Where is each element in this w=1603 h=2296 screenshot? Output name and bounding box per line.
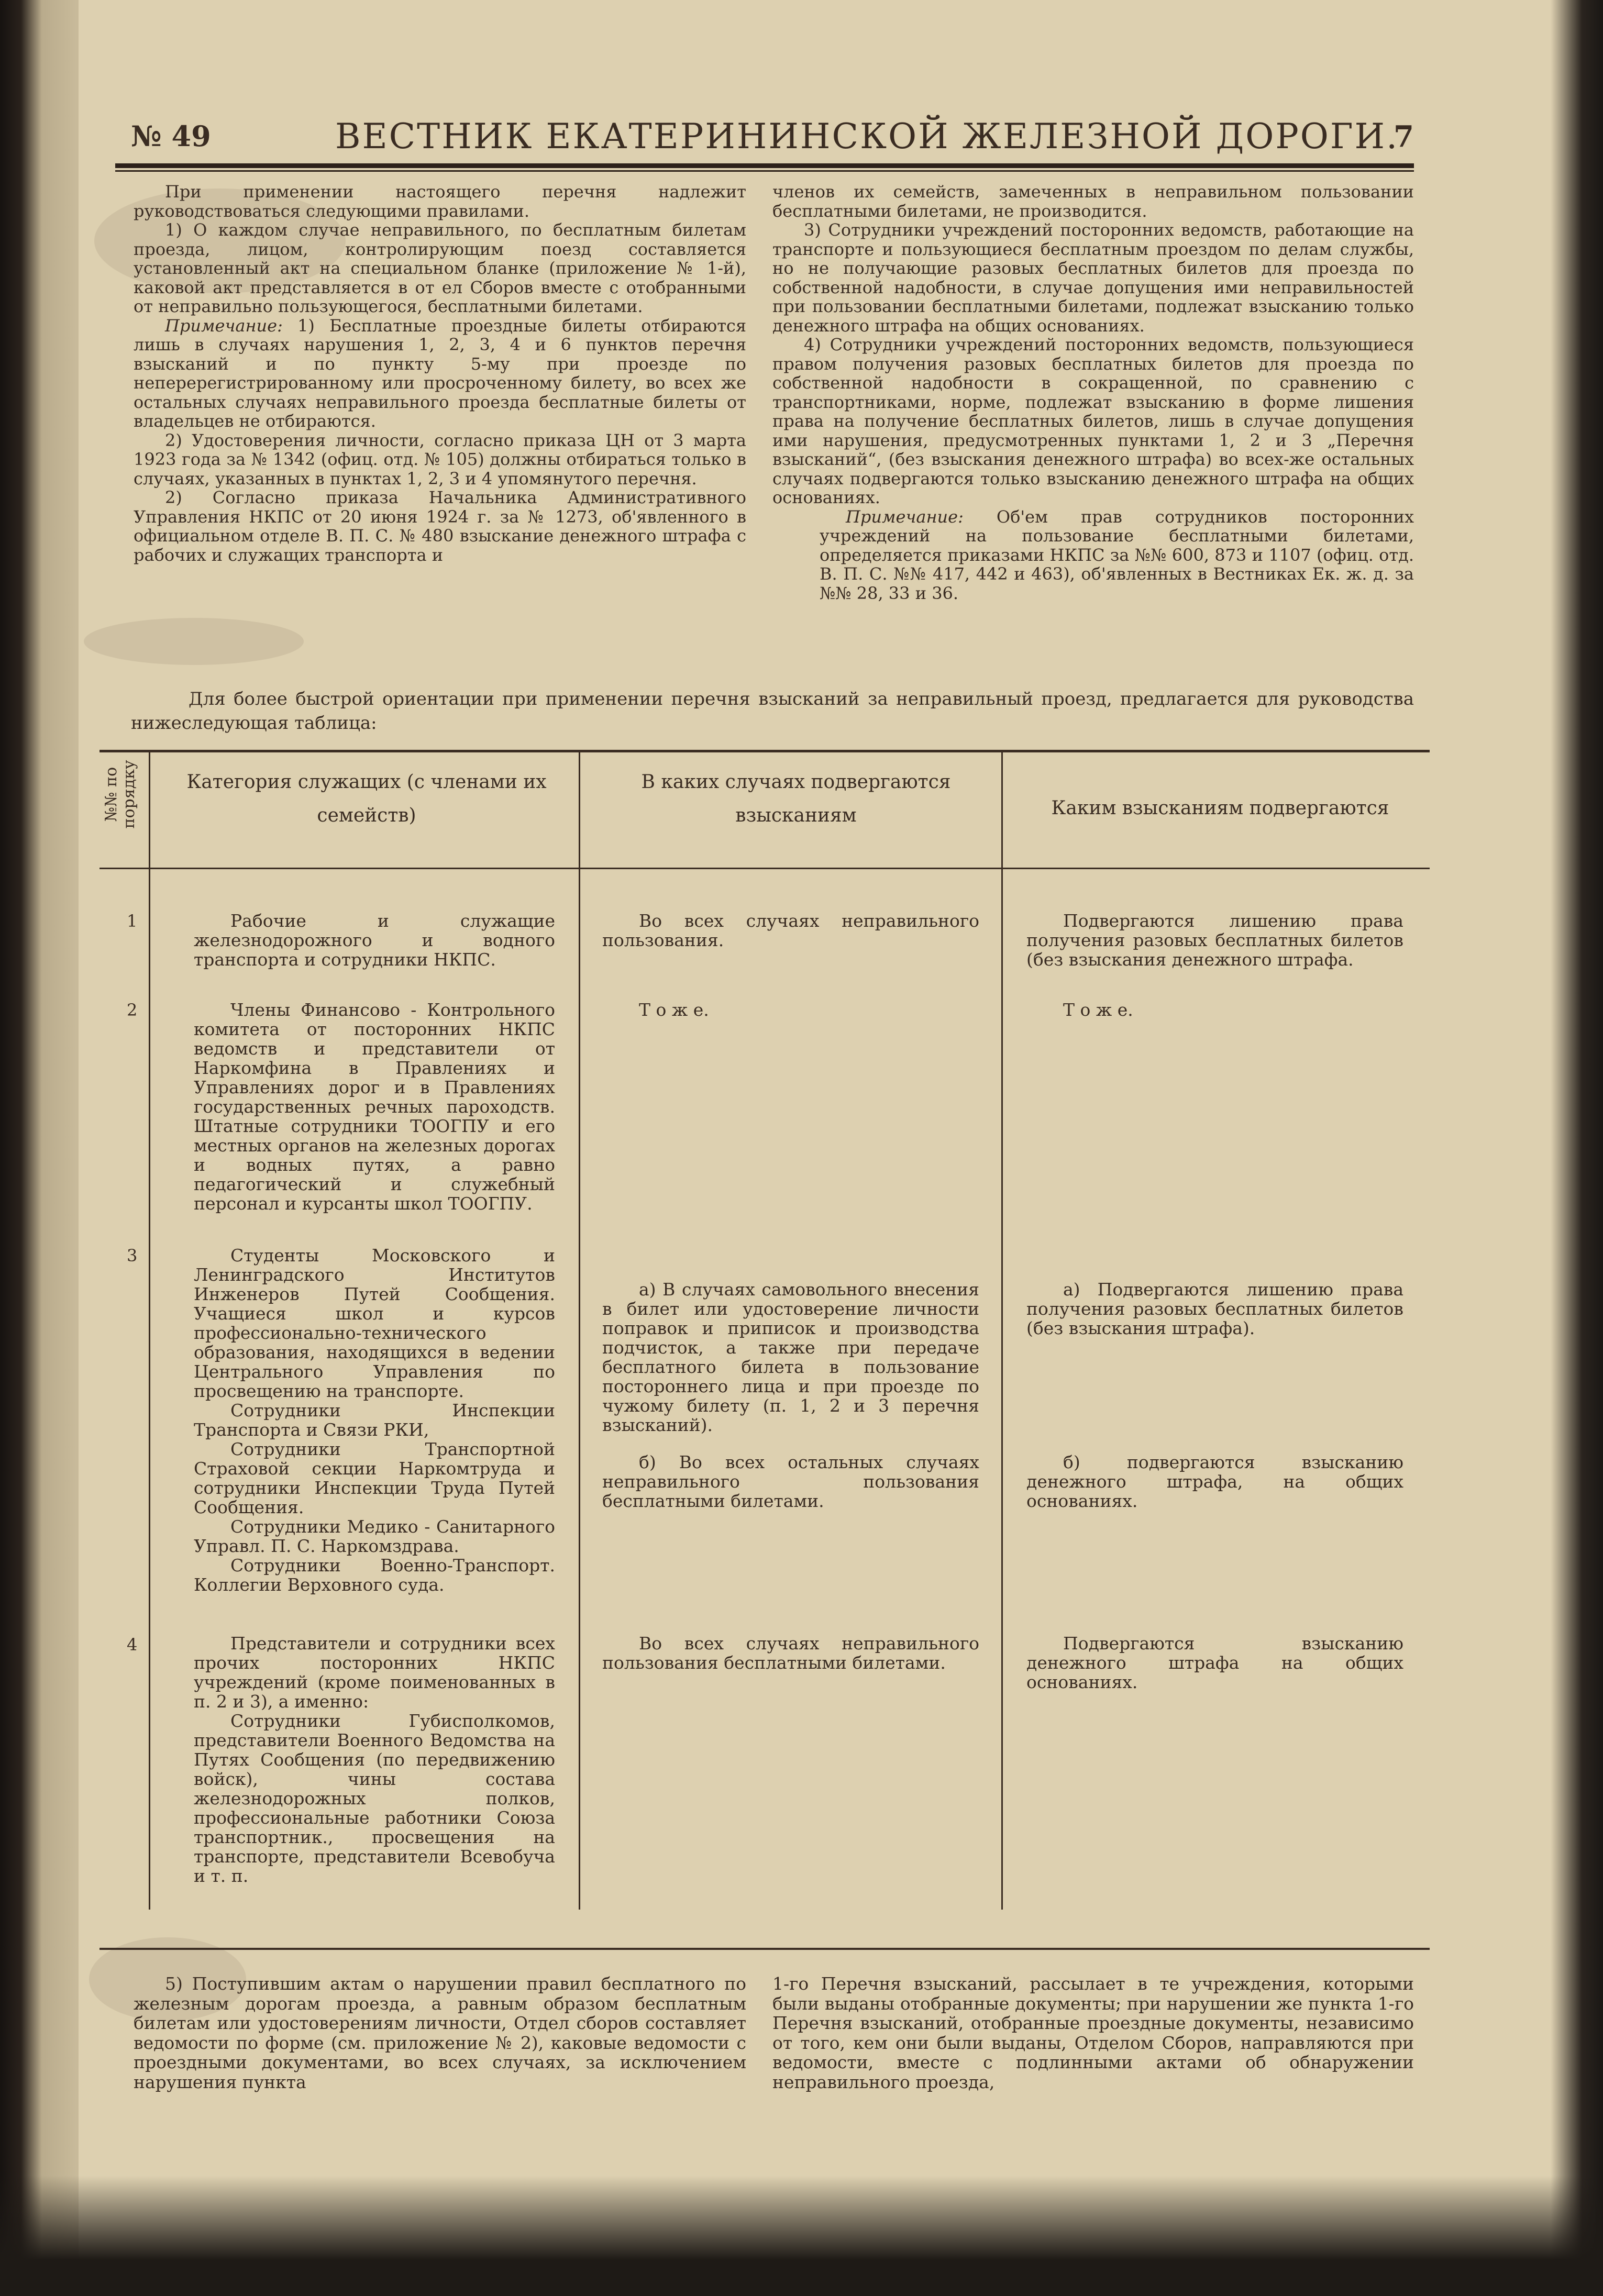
header-cases: В каких случаях подвергаются взысканиям [641, 771, 951, 826]
rule-3-paragraph: 3) Сотрудники учреждений посторонних ведомств, работающие на транспорте и пользующиеся бесплатным проездом по делам службы, но не получающие разовых бесплатных билетов для проезда по собственной надобности, в случае допущения ими неправильностей при пользовании бесплатными билетами, подлежат взысканию только денежного штрафа на общих основаниях. [772, 220, 1414, 336]
header-penalty: Каким взысканиям подвергаются [1051, 797, 1389, 819]
category-paragraph: Представители и сотрудники всех прочих посторонних НКПС учреждений (кроме поименованных в п. 2 и 3), а именно: [194, 1633, 555, 1712]
row-2-number: 2 [127, 1000, 138, 1020]
row-3-penalty-a: а) Подвергаются лишению права получения разовых бесплатных билетов (без взыскания штрафа). [1026, 1279, 1403, 1338]
scan-right-edge [1551, 0, 1603, 2296]
left-column [134, 182, 746, 564]
row-4-category [194, 1634, 555, 1885]
bottom-left-paragraph [134, 1974, 746, 2092]
category-paragraph: Сотрудники Военно-Транспорт. Коллегии Верховного суда. [194, 1555, 555, 1595]
newspaper-title: ВЕСТНИК ЕКАТЕРИНИНСКОЙ ЖЕЛЕЗНОЙ ДОРОГИ. [335, 116, 1399, 157]
header-rule [115, 163, 1414, 168]
continued-paragraph: членов их семейств, замеченных в неправильном пользовании бесплатными билетами, не производится. [772, 182, 1414, 221]
table-bottom-rule [100, 1948, 1430, 1950]
header-rule-thin [115, 170, 1414, 172]
bottom-right-paragraph [772, 1974, 1414, 2092]
col-divider [149, 1632, 150, 1910]
col-divider [579, 750, 580, 1632]
table-intro: Для более быстрой ориентации при применении перечня взысканий за неправильный проезд, предлагается для руководства нижеследующая таблица: [131, 689, 1414, 734]
row-2-penalty: Т о ж е. [1063, 1000, 1133, 1020]
note-text: Об'ем прав сотрудников посторонних учреждений на пользование бесплатными билетами, определяется приказами НКПС за №№ 600, 873 и 1107 (офиц. отд. В. П. С. №№ 417, 442 и 463), об'явленных в Вестниках Ек. ж. д. за №№ 28, 33 и 36. [820, 506, 1414, 603]
row-3-penalty-b: б) подвергаются взысканию денежного штрафа, на общих основаниях. [1026, 1452, 1403, 1511]
page-binding-edge [0, 0, 79, 2296]
row-4-cases: Во всех случаях неправильного пользования бесплатными билетами. [602, 1633, 979, 1673]
row-4-number: 4 [127, 1635, 138, 1655]
issue-number: № 49 [131, 119, 211, 153]
row-3-cases-a: а) В случаях самовольного внесения в билет или удостоверение личности поправок и приписок и производства подчисток, а также при передаче бесплатного билета в пользование постороннего лица и при проезде по чужому билету (п. 1, 2 и 3 перечня взысканий). [602, 1279, 979, 1435]
row-1-category: Рабочие и служащие железнодорожного и водного транспорта и сотрудники НКПС. [194, 911, 555, 970]
row-3-cases-b: б) Во всех остальных случаях неправильного пользования бесплатными билетами. [602, 1452, 979, 1511]
table-header-rule [100, 868, 1430, 869]
row-1-number: 1 [127, 911, 138, 931]
page-number: 7 [1394, 119, 1414, 154]
note-2-paragraph: 2) Удостоверения личности, согласно приказа ЦН от 3 марта 1923 года за № 1342 (офиц. отд. № 105) должны отбираться только в случаях, указанных в пунктах 1, 2, 3 и 4 упомянутого перечня. [134, 430, 746, 489]
category-paragraph: Сотрудники Медико - Санитарного Управл. П. С. Наркомздрава. [194, 1516, 555, 1556]
row-3-category [194, 1246, 555, 1594]
intro-paragraph: При применении настоящего перечня надлежит руководствоваться следующими правилами. [134, 182, 746, 221]
row-1-penalty: Подвергаются лишению права получения разовых бесплатных билетов (без взыскания денежного штрафа. [1026, 911, 1403, 970]
page-header [131, 116, 1414, 161]
note-1-paragraph [134, 316, 746, 431]
header-category: Категория служащих (с членами их семейств) [186, 771, 547, 826]
scan-bottom-edge [0, 2176, 1603, 2296]
category-paragraph: Сотрудники Транспортной Страховой секции Наркомтруда и сотрудники Инспекции Труда Путей Сообщения. [194, 1439, 555, 1517]
row-2-category: Члены Финансово - Контрольного комитета от посторонних НКПС ведомств и представители от Наркомфина в Правлениях и Управлениях дорог и в Правлениях государственных речных пароходств. Штатные сотрудники ТООГПУ и его местных органов на железных дорогах и водных путях, а равно педагогический и служебный персонал и курсанты школ ТООГПУ. [194, 1000, 555, 1214]
col-divider [579, 1632, 580, 1910]
note-paragraph [772, 507, 1414, 603]
note-label: Примечание: [846, 506, 964, 527]
rule-5-continued: 1-го Перечня взысканий, рассылает в те учреждения, которыми были выданы отобранные документы; при нарушении же пункта 1-го Перечня взысканий, отобранные проездные документы, независимо от того, кем они были выданы, Отделом Сборов, направляются при ведомости, вместе с подлинными актами об обнаружении неправильного проезда, [772, 1973, 1414, 2092]
col-divider [149, 750, 150, 1632]
right-column [772, 182, 1414, 603]
category-paragraph: Студенты Московского и Ленинградского Институтов Инженеров Путей Сообщения. Учащиеся школ и курсов профессионально-технического образования, находящихся в ведении Центрального Управления по просвещению на транспорте. [194, 1245, 555, 1401]
category-paragraph: Сотрудники Инспекции Транспорта и Связи РКИ, [194, 1400, 555, 1440]
table-top-rule [100, 750, 1430, 752]
header-num: №№ по порядку [102, 760, 138, 829]
category-paragraph: Сотрудники Губисполкомов, представители Военного Ведомства на Путях Сообщения (по передвижению войск), чины состава железнодорожных полков, профессиональные работники Союза транспортник., просвещения на транспорте, представители Всевобуча и т. п. [194, 1711, 555, 1886]
row-1-cases: Во всех случаях неправильного пользования. [602, 911, 979, 950]
rule-4-paragraph: 4) Сотрудники учреждений посторонних ведомств, пользующиеся правом получения разовых бесплатных билетов для проезда по собственной надобности в сокращенной, по сравнению с транспортниками, норме, подлежат взысканию в форме лишения права на получение бесплатных билетов, лишь в случае допущения ими нарушения, предусмотренных пунктами 1, 2 и 3 „Перечня взысканий“, (без взыскания денежного штрафа) во всех-же остальных случаях подвергаются только взысканию денежного штрафа на общих основаниях. [772, 335, 1414, 507]
row-2-cases: Т о ж е. [639, 1000, 709, 1020]
rule-1-paragraph: 1) О каждом случае неправильного, по бесплатным билетам проезда, лицом, контролирующим поезд составляется установленный акт на специальном бланке (приложение № 1-й), каковой акт представляется в от ел Сборов вместе с отобранными от неправильно пользующегося, бесплатными билетами. [134, 220, 746, 316]
print-stain [84, 618, 304, 665]
col-divider [1001, 1632, 1003, 1910]
note-text: 1) Бесплатные проездные билеты отбираются лишь в случаях нарушения 1, 2, 3, 4 и 6 пунктов перечня взысканий и по пункту 5-му при проезде по неперерегистрированному или просроченному билету, во всех же остальных случаях неправильного проезда бесплатные билеты от владельцев не отбираются. [134, 315, 746, 431]
col-divider [1001, 750, 1003, 1632]
row-4-penalty: Подвергаются взысканию денежного штрафа на общих основаниях. [1026, 1633, 1403, 1692]
rule-5-paragraph: 5) Поступившим актам о нарушении правил бесплатного по железным дорогам проезда, а равным образом бесплатным билетам или удостоверениям личности, Отдел сборов составляет ведомости по форме (см. приложение № 2), каковые ведомости с проездными документами, во всех случаях, за исключением нарушения пункта [134, 1973, 746, 2092]
note-label: Примечание: [165, 315, 283, 336]
row-3-number: 3 [127, 1246, 138, 1266]
rule-2-paragraph: 2) Согласно приказа Начальника Административного Управления НКПС от 20 июня 1924 г. за № 1273, об'явленного в официальном отделе В. П. С. № 480 взыскание денежного штрафа с рабочих и служащих транспорта и [134, 487, 746, 565]
